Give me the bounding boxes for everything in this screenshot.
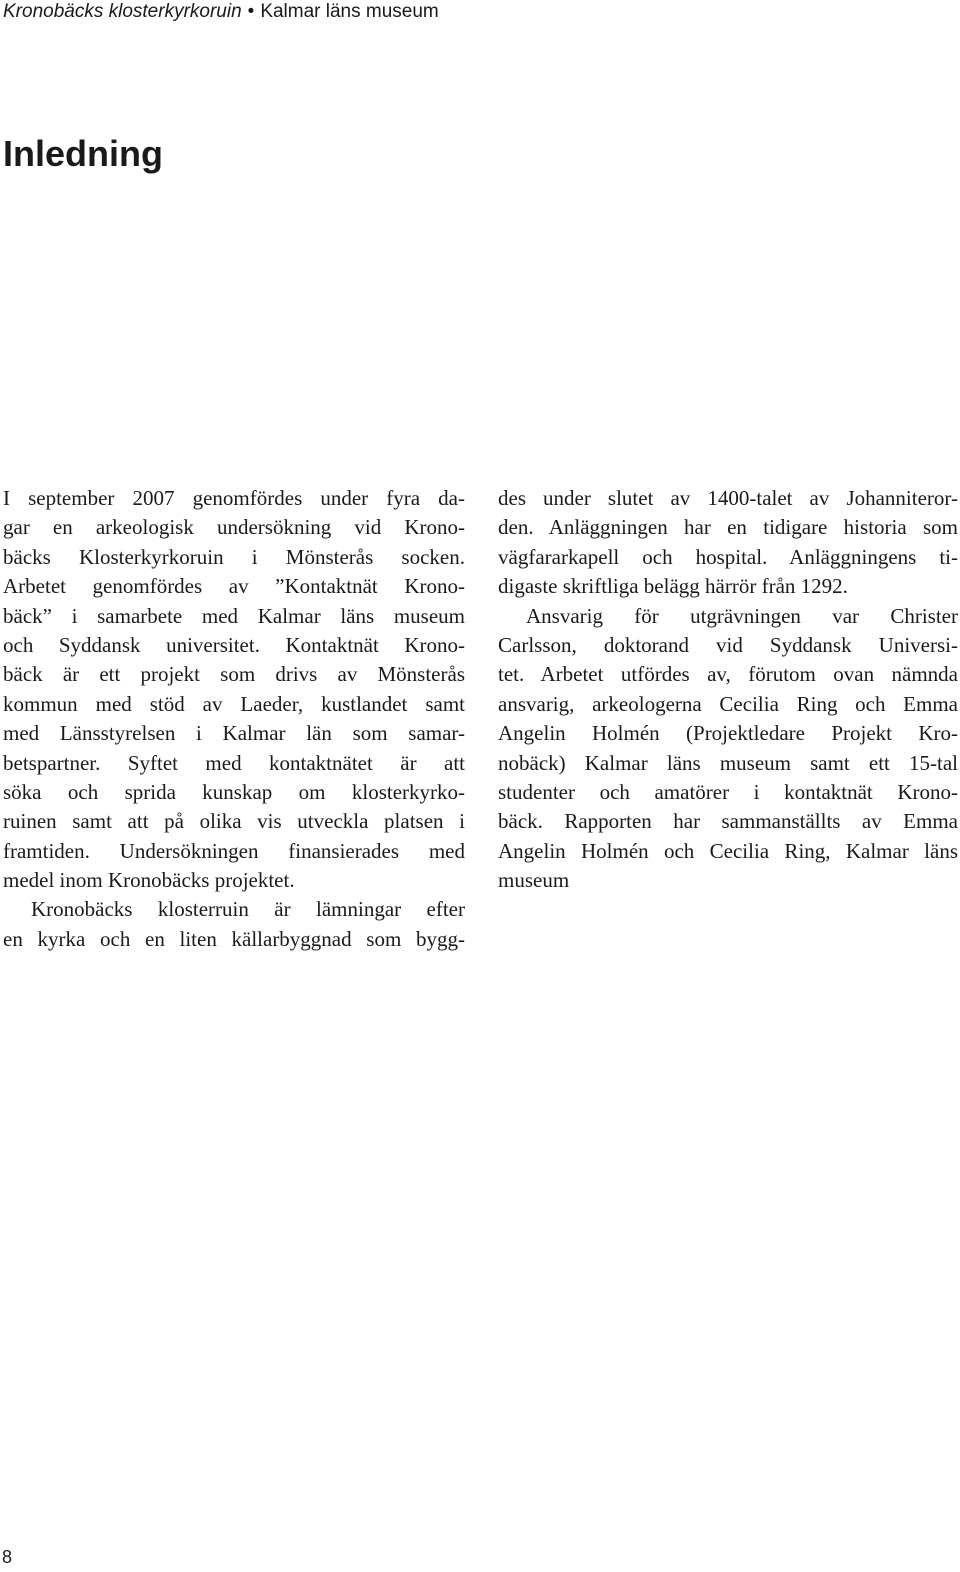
text-line: Ansvarig för utgrävningen var Christer (526, 603, 958, 628)
text-line: nobäck) Kalmar läns museum samt ett 15-tal (498, 750, 958, 775)
text-line: studenter och amatörer i kontaktnät Krono- (498, 779, 958, 804)
text-line: Kronobäcks klosterruin är lämningar efter (31, 897, 465, 922)
page-number: 8 (2, 1547, 13, 1567)
text-line: bäck” i samarbete med Kalmar läns museum (3, 603, 465, 628)
header-separator: • (247, 1, 255, 22)
text-line: Angelin Holmén (Projektledare Projekt Kro- (498, 721, 958, 746)
page-title: Inledning (3, 133, 163, 174)
running-header (3, 0, 439, 24)
text-line: bäck. Rapporten har sammanställts av Emma (498, 809, 958, 834)
text-line: Carlsson, doktorand vid Syddansk Universi- (498, 632, 958, 657)
text-line: och Syddansk universitet. Kontaktnät Krono- (3, 632, 465, 657)
text-line: söka och sprida kunskap om klosterkyrko- (3, 779, 465, 804)
text-line: med Länsstyrelsen i Kalmar län som samar- (3, 721, 465, 746)
text-line: betspartner. Syftet med kontaktnätet är att (3, 750, 465, 775)
text-line: bäcks Klosterkyrkoruin i Mönsterås socken. (3, 544, 465, 569)
text-line: Arbetet genomfördes av ”Kontaktnät Krono- (3, 574, 465, 599)
publication-title: Kronobäcks klosterkyrkoruin (3, 1, 242, 22)
text-line: ansvarig, arkeologerna Cecilia Ring och Emma (498, 691, 958, 716)
text-line: vägfararkapell och hospital. Anläggningens ti- (498, 544, 958, 569)
text-line: medel inom Kronobäcks projektet. (3, 868, 295, 893)
text-column-right (498, 484, 958, 895)
text-line: gar en arkeologisk undersökning vid Krono- (3, 515, 465, 540)
text-line: museum (498, 868, 570, 893)
text-line: ruinen samt att på olika vis utveckla platsen i (3, 809, 465, 834)
text-line: den. Anläggningen har en tidigare historia som (498, 515, 958, 540)
text-line: digaste skriftliga belägg härrör från 1292. (498, 574, 848, 599)
text-line: bäck är ett projekt som drivs av Mönsterås (3, 662, 465, 687)
publisher-name: Kalmar läns museum (260, 1, 439, 22)
text-column-left (3, 484, 465, 954)
text-line: des under slutet av 1400-talet av Johanniteror- (498, 486, 958, 510)
text-line: tet. Arbetet utfördes av, förutom ovan nämnda (498, 662, 958, 687)
text-line: kommun med stöd av Laeder, kustlandet samt (3, 691, 465, 716)
text-line: I september 2007 genomfördes under fyra da- (3, 486, 465, 510)
text-line: Angelin Holmén och Cecilia Ring, Kalmar läns (498, 838, 958, 863)
text-line: en kyrka och en liten källarbyggnad som bygg- (3, 926, 465, 951)
text-line: framtiden. Undersökningen finansierades med (3, 838, 465, 863)
